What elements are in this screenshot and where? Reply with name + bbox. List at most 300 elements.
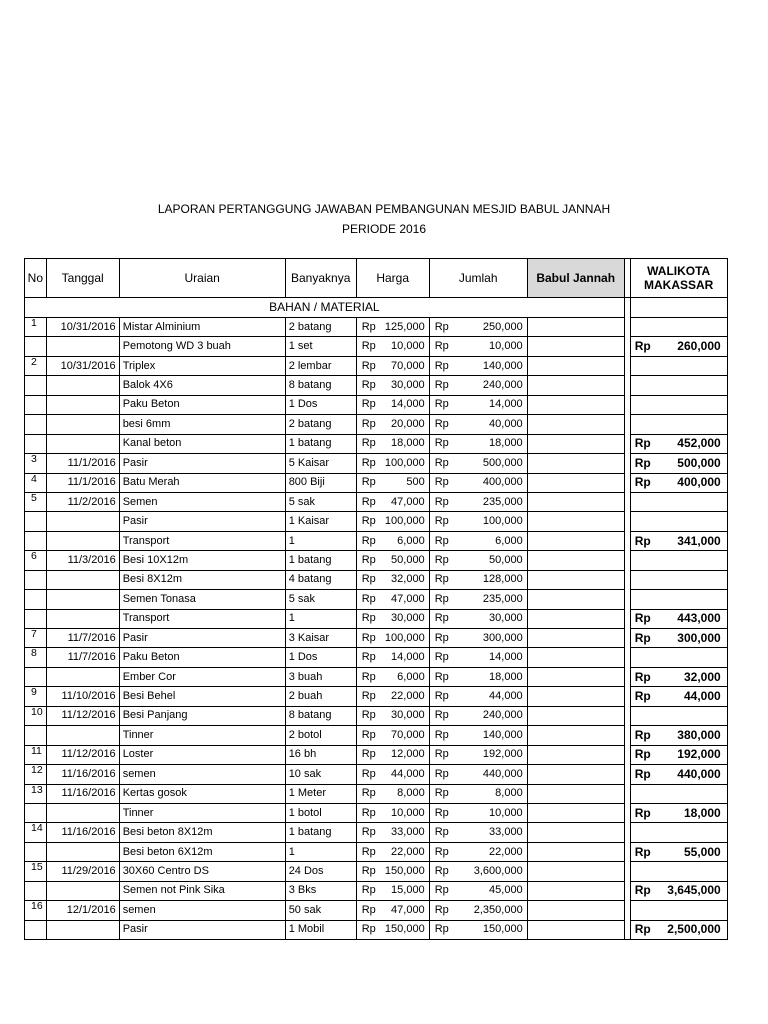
row-price — [356, 356, 429, 375]
row-walikota — [630, 901, 727, 920]
report-title: LAPORAN PERTANGGUNG JAWABAN PEMBANGUNAN MESJID BABUL JANNAH — [157, 202, 611, 216]
row-price — [356, 551, 429, 570]
row-desc: Pasir — [119, 512, 285, 531]
row-babul-jannah — [527, 376, 624, 395]
currency-label: Rp — [361, 573, 376, 586]
row-price-value: 47,000 — [391, 592, 425, 605]
row-desc: Besi 10X12m — [119, 551, 285, 570]
row-total-value: 192,000 — [482, 748, 523, 761]
row-price — [356, 745, 429, 764]
row-no — [25, 415, 47, 434]
row-desc: Paku Beton — [119, 395, 285, 414]
row-price-value: 150,000 — [384, 923, 425, 936]
row-babul-jannah — [527, 842, 624, 861]
row-date — [46, 531, 119, 550]
row-total — [429, 551, 527, 570]
currency-label: Rp — [434, 748, 449, 761]
row-price-value: 15,000 — [391, 884, 425, 897]
currency-label: Rp — [434, 806, 449, 819]
row-babul-jannah — [527, 667, 624, 686]
row-desc: Transport — [119, 531, 285, 550]
row-date: 11/7/2016 — [46, 648, 119, 667]
row-walikota — [630, 609, 727, 628]
row-price-value: 18,000 — [391, 437, 425, 450]
row-walikota — [630, 862, 727, 881]
currency-label: Rp — [361, 456, 376, 469]
row-qty: 24 Dos — [285, 862, 356, 881]
currency-label: Rp — [361, 864, 376, 877]
row-desc: Semen Tonasa — [119, 590, 285, 609]
row-walikota-value: 380,000 — [677, 727, 721, 742]
row-total-value: 235,000 — [482, 495, 523, 508]
row-price — [356, 765, 429, 784]
row-walikota-value: 341,000 — [677, 533, 721, 548]
table-row — [25, 318, 728, 337]
row-total — [429, 395, 527, 414]
currency-label: Rp — [434, 495, 449, 508]
row-total-value: 128,000 — [482, 573, 523, 586]
row-price — [356, 726, 429, 745]
row-qty: 1 Dos — [285, 395, 356, 414]
row-babul-jannah — [527, 434, 624, 453]
row-price-value: 14,000 — [391, 398, 425, 411]
row-price-value: 44,000 — [391, 767, 425, 780]
row-price — [356, 687, 429, 706]
currency-label: Rp — [434, 651, 449, 664]
table-row — [25, 590, 728, 609]
row-total — [429, 667, 527, 686]
header-price: Harga — [356, 259, 429, 298]
currency-label: Rp — [361, 670, 376, 683]
currency-label: Rp — [634, 630, 651, 645]
currency-label: Rp — [434, 709, 449, 722]
row-qty: 5 sak — [285, 492, 356, 511]
row-total — [429, 454, 527, 473]
currency-label: Rp — [361, 767, 376, 780]
currency-label: Rp — [361, 748, 376, 761]
row-date — [46, 434, 119, 453]
row-total-value: 235,000 — [482, 592, 523, 605]
row-total — [429, 920, 527, 939]
row-date — [46, 395, 119, 414]
row-walikota-value: 18,000 — [683, 805, 721, 820]
row-date — [46, 726, 119, 745]
table-row — [25, 512, 728, 531]
row-total — [429, 842, 527, 861]
currency-label: Rp — [361, 806, 376, 819]
table-row — [25, 648, 728, 667]
table-row — [25, 492, 728, 511]
row-price-value: 125,000 — [384, 320, 425, 333]
row-walikota — [630, 492, 727, 511]
currency-label: Rp — [361, 923, 376, 936]
row-total — [429, 765, 527, 784]
row-total-value: 33,000 — [489, 826, 523, 839]
row-no: 2 — [25, 356, 47, 375]
currency-label: Rp — [361, 379, 376, 392]
row-date: 11/3/2016 — [46, 551, 119, 570]
row-price — [356, 570, 429, 589]
row-date: 11/16/2016 — [46, 823, 119, 842]
row-babul-jannah — [527, 726, 624, 745]
row-date: 10/31/2016 — [46, 318, 119, 337]
row-price-value: 100,000 — [384, 631, 425, 644]
row-babul-jannah — [527, 920, 624, 939]
table-row — [25, 667, 728, 686]
row-walikota-value: 2,500,000 — [667, 922, 721, 937]
row-qty: 1 batang — [285, 551, 356, 570]
row-desc: Kertas gosok — [119, 784, 285, 803]
row-total — [429, 784, 527, 803]
row-total — [429, 376, 527, 395]
currency-label: Rp — [434, 534, 449, 547]
row-total — [429, 862, 527, 881]
row-total-value: 45,000 — [489, 884, 523, 897]
row-walikota — [630, 803, 727, 822]
header-total: Jumlah — [429, 259, 527, 298]
row-desc: Pasir — [119, 920, 285, 939]
row-desc: Besi 8X12m — [119, 570, 285, 589]
header-date: Tanggal — [46, 259, 119, 298]
row-babul-jannah — [527, 512, 624, 531]
row-total-value: 100,000 — [482, 515, 523, 528]
row-price-value: 30,000 — [391, 612, 425, 625]
currency-label: Rp — [634, 669, 651, 684]
row-qty: 1 botol — [285, 803, 356, 822]
row-date: 11/12/2016 — [46, 706, 119, 725]
row-price — [356, 901, 429, 920]
header-no: No — [25, 259, 47, 298]
row-babul-jannah — [527, 318, 624, 337]
row-total — [429, 473, 527, 492]
row-walikota — [630, 823, 727, 842]
row-date: 11/12/2016 — [46, 745, 119, 764]
currency-label: Rp — [361, 903, 376, 916]
row-babul-jannah — [527, 823, 624, 842]
row-walikota — [630, 726, 727, 745]
row-desc: Triplex — [119, 356, 285, 375]
row-date — [46, 803, 119, 822]
row-total — [429, 687, 527, 706]
row-date: 11/2/2016 — [46, 492, 119, 511]
row-no — [25, 842, 47, 861]
row-total-value: 10,000 — [489, 340, 523, 353]
currency-label: Rp — [361, 612, 376, 625]
row-price-value: 50,000 — [391, 553, 425, 566]
row-babul-jannah — [527, 531, 624, 550]
row-desc: Transport — [119, 609, 285, 628]
row-price — [356, 318, 429, 337]
row-date — [46, 842, 119, 861]
table-row — [25, 842, 728, 861]
row-desc: Besi Behel — [119, 687, 285, 706]
row-desc: semen — [119, 901, 285, 920]
row-desc: Tinner — [119, 803, 285, 822]
table-row — [25, 823, 728, 842]
row-price-value: 500 — [406, 476, 425, 489]
row-date — [46, 376, 119, 395]
row-price — [356, 454, 429, 473]
table-row — [25, 920, 728, 939]
row-total — [429, 823, 527, 842]
row-total-value: 300,000 — [482, 631, 523, 644]
row-qty: 1 — [285, 842, 356, 861]
row-desc: Batu Merah — [119, 473, 285, 492]
row-price-value: 32,000 — [391, 573, 425, 586]
row-price — [356, 784, 429, 803]
report-period: PERIODE 2016 — [341, 222, 427, 236]
row-babul-jannah — [527, 570, 624, 589]
row-desc: 30X60 Centro DS — [119, 862, 285, 881]
currency-label: Rp — [361, 534, 376, 547]
row-babul-jannah — [527, 881, 624, 900]
row-qty: 1 Meter — [285, 784, 356, 803]
row-walikota — [630, 842, 727, 861]
table-row — [25, 765, 728, 784]
row-walikota — [630, 337, 727, 356]
row-price — [356, 609, 429, 628]
currency-label: Rp — [434, 787, 449, 800]
row-price-value: 47,000 — [391, 903, 425, 916]
row-babul-jannah — [527, 609, 624, 628]
currency-label: Rp — [634, 689, 651, 704]
row-price — [356, 590, 429, 609]
row-walikota — [630, 473, 727, 492]
row-walikota-value: 192,000 — [677, 747, 721, 762]
currency-label: Rp — [434, 845, 449, 858]
row-no: 6 — [25, 551, 47, 570]
row-date — [46, 337, 119, 356]
section-walikota-cell — [630, 298, 727, 318]
expense-table — [24, 258, 728, 940]
row-qty: 1 set — [285, 337, 356, 356]
row-walikota — [630, 648, 727, 667]
currency-label: Rp — [434, 903, 449, 916]
row-total — [429, 726, 527, 745]
currency-label: Rp — [361, 553, 376, 566]
currency-label: Rp — [634, 766, 651, 781]
currency-label: Rp — [634, 747, 651, 762]
row-qty: 2 batang — [285, 415, 356, 434]
row-walikota-value: 32,000 — [683, 669, 721, 684]
row-price-value: 10,000 — [391, 806, 425, 819]
row-price-value: 8,000 — [397, 787, 425, 800]
table-row — [25, 687, 728, 706]
currency-label: Rp — [434, 923, 449, 936]
row-walikota — [630, 881, 727, 900]
row-date: 11/1/2016 — [46, 473, 119, 492]
row-walikota-value: 443,000 — [677, 611, 721, 626]
currency-label: Rp — [361, 631, 376, 644]
row-babul-jannah — [527, 765, 624, 784]
row-walikota — [630, 667, 727, 686]
row-walikota — [630, 454, 727, 473]
row-qty: 3 buah — [285, 667, 356, 686]
header-babul-jannah: Babul Jannah — [527, 259, 624, 298]
row-walikota-value: 55,000 — [683, 844, 721, 859]
table-row — [25, 862, 728, 881]
currency-label: Rp — [434, 767, 449, 780]
currency-label: Rp — [434, 631, 449, 644]
currency-label: Rp — [634, 436, 651, 451]
row-date: 11/7/2016 — [46, 629, 119, 648]
row-total-value: 440,000 — [482, 767, 523, 780]
row-total-value: 500,000 — [482, 456, 523, 469]
currency-label: Rp — [634, 455, 651, 470]
header-desc: Uraian — [119, 259, 285, 298]
row-walikota-value: 3,645,000 — [667, 883, 721, 898]
currency-label: Rp — [434, 456, 449, 469]
row-walikota — [630, 629, 727, 648]
header-walikota: WALIKOTA MAKASSAR — [630, 259, 727, 298]
row-total — [429, 745, 527, 764]
currency-label: Rp — [361, 651, 376, 664]
row-no — [25, 395, 47, 414]
table-row — [25, 803, 728, 822]
row-desc: Paku Beton — [119, 648, 285, 667]
row-desc: Balok 4X6 — [119, 376, 285, 395]
row-price — [356, 337, 429, 356]
currency-label: Rp — [361, 359, 376, 372]
row-babul-jannah — [527, 803, 624, 822]
currency-label: Rp — [361, 476, 376, 489]
row-walikota — [630, 434, 727, 453]
row-date — [46, 881, 119, 900]
table-row — [25, 356, 728, 375]
row-qty: 3 Bks — [285, 881, 356, 900]
row-total — [429, 803, 527, 822]
row-total-value: 240,000 — [482, 379, 523, 392]
row-total-value: 140,000 — [482, 359, 523, 372]
row-walikota-value: 452,000 — [677, 436, 721, 451]
row-total-value: 2,350,000 — [473, 903, 523, 916]
row-desc: Besi Panjang — [119, 706, 285, 725]
row-qty: 2 lembar — [285, 356, 356, 375]
row-walikota-value: 500,000 — [677, 455, 721, 470]
row-price — [356, 842, 429, 861]
row-total — [429, 648, 527, 667]
row-total — [429, 415, 527, 434]
row-desc: Loster — [119, 745, 285, 764]
row-walikota — [630, 570, 727, 589]
row-price — [356, 376, 429, 395]
row-date: 11/29/2016 — [46, 862, 119, 881]
row-no — [25, 881, 47, 900]
table-row — [25, 473, 728, 492]
row-total — [429, 434, 527, 453]
row-price-value: 6,000 — [397, 670, 425, 683]
row-price — [356, 629, 429, 648]
row-no — [25, 726, 47, 745]
row-qty: 50 sak — [285, 901, 356, 920]
row-qty: 1 batang — [285, 434, 356, 453]
table-row — [25, 531, 728, 550]
table-row — [25, 415, 728, 434]
table-row — [25, 337, 728, 356]
row-babul-jannah — [527, 492, 624, 511]
row-no — [25, 920, 47, 939]
row-babul-jannah — [527, 590, 624, 609]
row-total — [429, 706, 527, 725]
currency-label: Rp — [361, 320, 376, 333]
row-no: 5 — [25, 492, 47, 511]
row-total-value: 40,000 — [489, 417, 523, 430]
section-row — [25, 298, 728, 318]
row-qty: 5 sak — [285, 590, 356, 609]
currency-label: Rp — [434, 476, 449, 489]
row-no — [25, 512, 47, 531]
row-qty: 1 — [285, 531, 356, 550]
row-price-value: 150,000 — [384, 864, 425, 877]
table-row — [25, 395, 728, 414]
currency-label: Rp — [434, 359, 449, 372]
row-price — [356, 823, 429, 842]
row-walikota — [630, 765, 727, 784]
table-row — [25, 609, 728, 628]
row-qty: 5 Kaisar — [285, 454, 356, 473]
currency-label: Rp — [634, 339, 651, 354]
row-no — [25, 337, 47, 356]
table-row — [25, 706, 728, 725]
row-qty: 1 — [285, 609, 356, 628]
table-row — [25, 784, 728, 803]
table-row — [25, 881, 728, 900]
row-babul-jannah — [527, 706, 624, 725]
currency-label: Rp — [434, 592, 449, 605]
row-total-value: 10,000 — [489, 806, 523, 819]
currency-label: Rp — [361, 515, 376, 528]
row-price-value: 30,000 — [391, 709, 425, 722]
row-qty: 1 Kaisar — [285, 512, 356, 531]
row-walikota — [630, 551, 727, 570]
row-no: 9 — [25, 687, 47, 706]
row-date — [46, 570, 119, 589]
row-walikota — [630, 376, 727, 395]
row-desc: Semen not Pink Sika — [119, 881, 285, 900]
row-price — [356, 803, 429, 822]
table-row — [25, 570, 728, 589]
row-no — [25, 376, 47, 395]
row-total — [429, 492, 527, 511]
row-walikota — [630, 395, 727, 414]
currency-label: Rp — [434, 553, 449, 566]
row-babul-jannah — [527, 415, 624, 434]
currency-label: Rp — [634, 805, 651, 820]
row-qty: 2 botol — [285, 726, 356, 745]
row-desc: Mistar Alminium — [119, 318, 285, 337]
row-total-value: 22,000 — [489, 845, 523, 858]
currency-label: Rp — [434, 690, 449, 703]
row-walikota — [630, 318, 727, 337]
row-total — [429, 318, 527, 337]
row-date: 12/1/2016 — [46, 901, 119, 920]
row-price-value: 6,000 — [397, 534, 425, 547]
row-no — [25, 667, 47, 686]
row-total — [429, 629, 527, 648]
currency-label: Rp — [434, 398, 449, 411]
row-no: 7 — [25, 629, 47, 648]
row-total-value: 140,000 — [482, 728, 523, 741]
currency-label: Rp — [361, 417, 376, 430]
row-no: 12 — [25, 765, 47, 784]
row-qty: 10 sak — [285, 765, 356, 784]
row-babul-jannah — [527, 454, 624, 473]
row-total-value: 6,000 — [495, 534, 523, 547]
row-desc: Tinner — [119, 726, 285, 745]
row-price — [356, 512, 429, 531]
row-total — [429, 337, 527, 356]
currency-label: Rp — [434, 515, 449, 528]
